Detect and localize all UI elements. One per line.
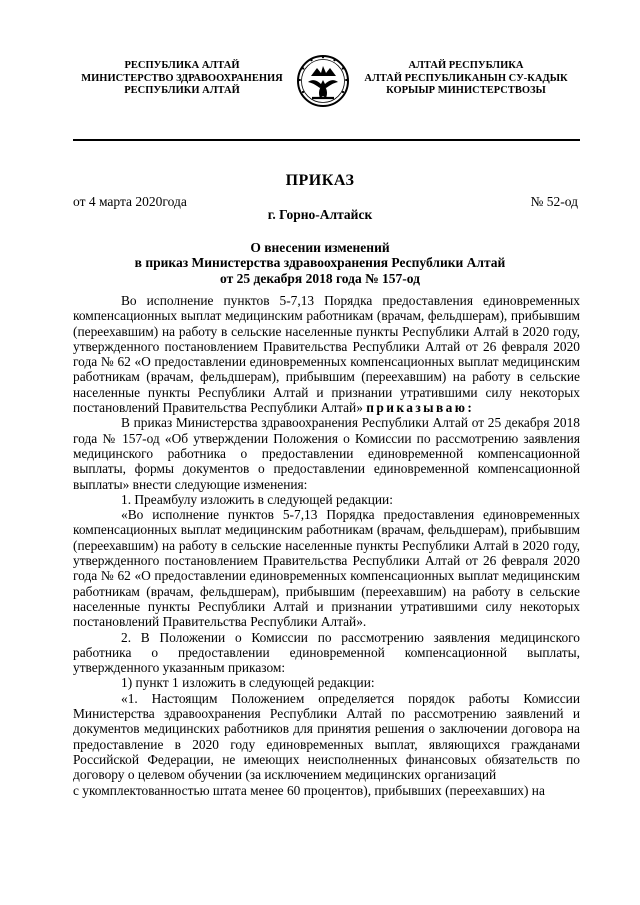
order-word: приказываю: [366, 400, 475, 416]
header-right-line-1: АЛТАЙ РЕСПУБЛИКА [408, 60, 524, 71]
document-number: № 52-од [530, 194, 578, 209]
subject-line-1: О внесении изменений [250, 240, 390, 255]
document-date: от 4 марта 2020года [73, 194, 187, 209]
document-city: г. Горно-Алтайск [267, 207, 373, 222]
preamble-text: Во исполнение пунктов 5-7,13 Порядка предоставления единовременных компенсационных выплат медицинским работникам (врачам, фельдшерам), прибывшим (переехавшим) на работу в сельские населенные пункты Республики Алтай в 2020 году, утвержденного постановлением Правительства Республики Алтай от 26 февраля 2020 года № 62 «О предоставлении единовременных компенсационных выплат медицинским работникам (врачам, фельдшерам), прибывшим (переехавшим) на работу в сельские населенные пункты Республики Алтай и признании утратившими силу некоторых постановлений Правительства Республики Алтай» [73, 293, 580, 416]
body-paragraph-item-2: 2. В Положении о Комиссии по рассмотрению заявления медицинского работника о предоставлении единовременной компенсационной выплаты, утвержденного указанным приказом: [73, 629, 580, 676]
body-paragraph-subitem-1: 1) пункт 1 изложить в следующей редакции: [121, 675, 375, 691]
subject-line-2: в приказ Министерства здравоохранения Республики Алтай [134, 255, 506, 271]
body-paragraph-point-1-last-line: с укомплектованностью штата менее 60 процентов), прибывших (переехавших) на [73, 782, 545, 798]
altai-coat-of-arms-icon [296, 54, 350, 108]
header-left-ru [72, 60, 292, 98]
document-subject [0, 240, 640, 286]
header-left-line-1: РЕСПУБЛИКА АЛТАЙ [124, 60, 240, 71]
body-paragraph-item-1: 1. Преамбулу изложить в следующей редакции: [121, 491, 393, 507]
body-paragraph-point-1: «1. Настоящим Положением определяется порядок работы Комиссии Министерства здравоохранения Республики Алтай по рассмотрению заявлений и документов медицинских работников для принятия решения о заключении договора на предоставление в 2020 году единовременных выплат, являющихся гражданами Российской Федерации, не имеющих неисполненных финансовых обязательств по договору о целевом обучении (за исключением медицинских организаций [73, 690, 580, 783]
document-body [73, 293, 580, 798]
subject-line-3: от 25 декабря 2018 года № 157-од [220, 270, 420, 286]
body-paragraph-changes: В приказ Министерства здравоохранения Республики Алтай от 25 декабря 2018 года № 157-од «Об утверждении Положения о Комиссии по рассмотрению заявления медицинского работника о предоставлении единовременной компенсационной выплаты, формы документов о предоставлении единовременной компенсационной выплаты» внести следующие изменения: [73, 415, 580, 492]
header-right-line-3: КОРЫЫР МИНИСТЕРСТВОЗЫ [386, 85, 546, 96]
document-title: ПРИКАЗ [285, 172, 355, 189]
header-right-alt [356, 60, 576, 98]
header-divider [73, 139, 580, 141]
body-paragraph-preamble [73, 293, 580, 415]
header-right-line-2: АЛТАЙ РЕСПУБЛИКАНЫН СУ-КАДЫК [364, 72, 568, 84]
header-left-line-2: МИНИСТЕРСТВО ЗДРАВООХРАНЕНИЯ [81, 72, 283, 84]
body-paragraph-new-preamble: «Во исполнение пунктов 5-7,13 Порядка предоставления единовременных компенсационных выплат медицинским работникам (врачам, фельдшерам), прибывшим (переехавшим) на работу в сельские населенные пункты Республики Алтай в 2020 году, утвержденного постановлением Правительства Республики Алтай от 26 февраля 2020 года № 62 «О предоставлении единовременных компенсационных выплат медицинским работникам (врачам, фельдшерам), прибывшим (переехавшим) на работу в сельские населенные пункты Республики Алтай и признании утратившими силу некоторых постановлений Правительства Республики Алтай». [73, 507, 580, 630]
header-left-line-3: РЕСПУБЛИКИ АЛТАЙ [124, 85, 240, 96]
